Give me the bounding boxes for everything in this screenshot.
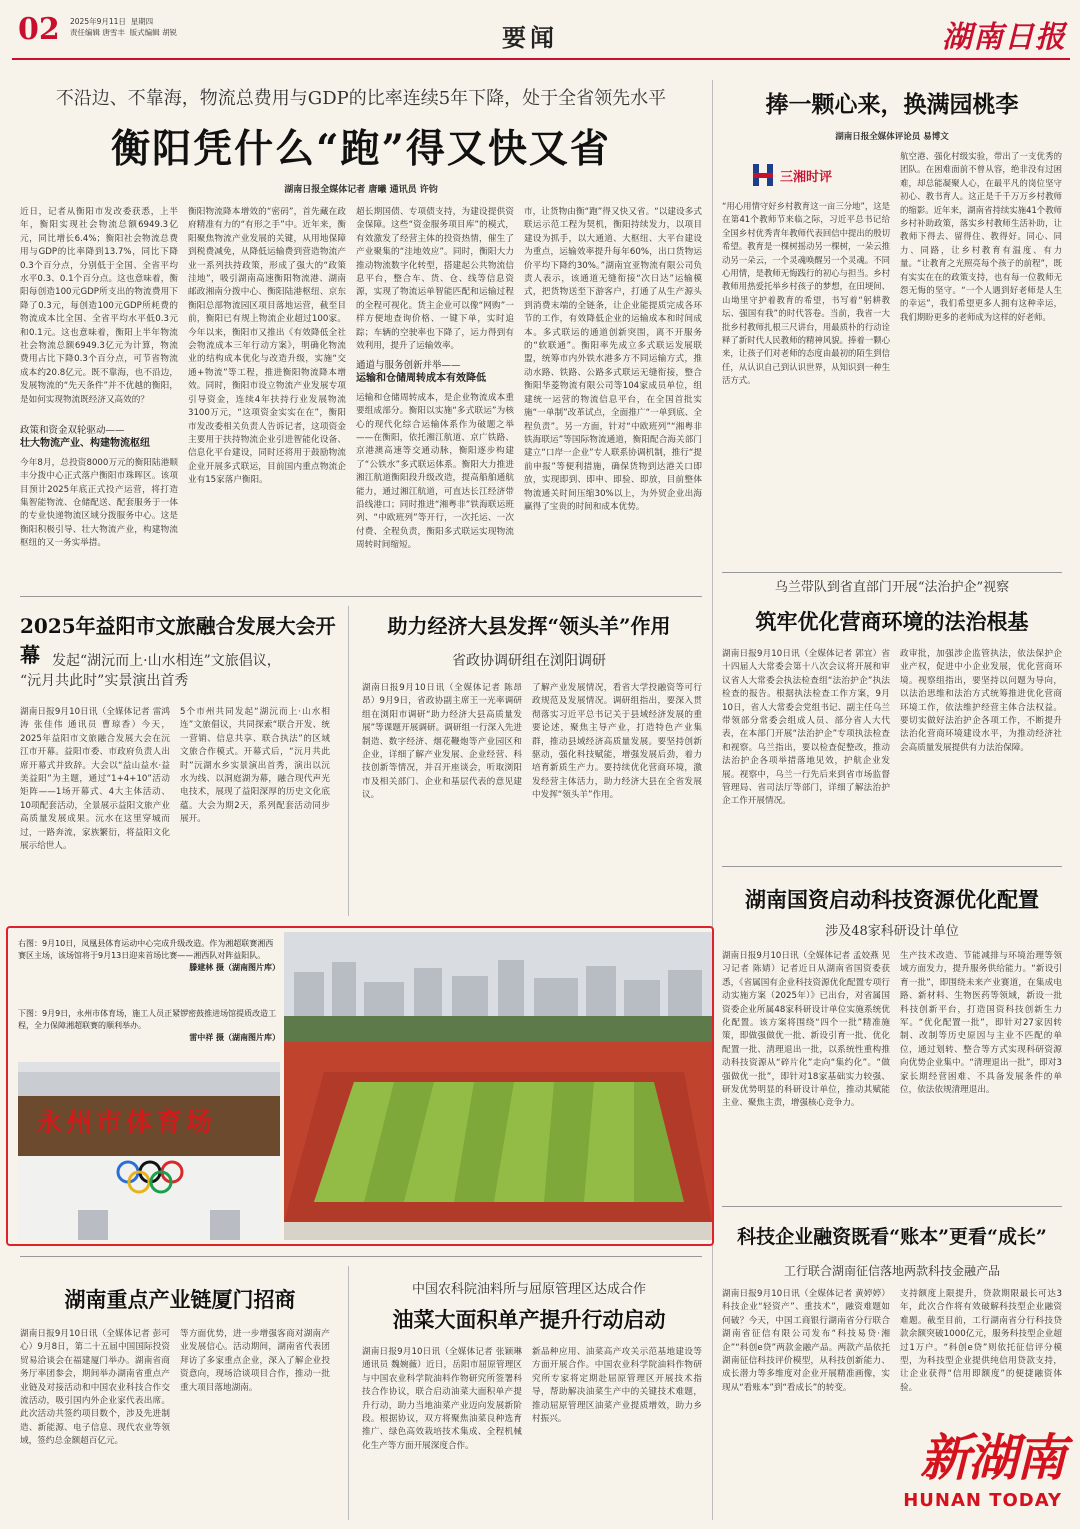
photo-credit-1: 滕建林 摄（湖南图片库）: [189, 963, 280, 972]
tourism-column-1: 湖南日报9月10日讯（全媒体记者 雷鸿涛 张佳伟 通讯员 曹琼香）今天，2025年益阳市文旅融合发展大会在沅江市开幕。益阳市委、市政府负责人出席开幕式并致辞。大会以“益山益水·益美益阳”为主题，通过“1+4+10”活动矩阵——1场开幕式、4大主体活动、10项配套活动，全景展示益阳文旅产业高质量发展成果。沅水在这里穿城而过，一路奔流，家族繁衍，将益阳文化展示给世人。: [20, 707, 170, 852]
lead-byline: 湖南日报全媒体记者 唐曦 通讯员 许钧: [284, 185, 438, 195]
xiamen-column-2: 等方面优势，进一步增强客商对湖南产业发展信心。活动期间，湖南省代表团拜访了多家重点企业，深入了解企业投资意向，现场洽谈项目合作，推动一批重大项目落地湖南。: [180, 1329, 330, 1393]
rapeseed-column-2: 新品种应用、油菜高产攻关示范基地建设等方面开展合作。中国农业科学院油料作物研究所专家将定期赴屈原管理区开展技术指导，帮助解决油菜生产中的关键技术难题，推动屈原管理区油菜产业提质增效，助力乡村振兴。: [532, 1347, 702, 1425]
lead-column-2: 衡阳物流降本增效的“密码”，首先藏在政府精准有力的“有形之手”中。近年来，衡阳聚焦物流产业发展的关键，从用地保障到税费减免，从降低运输费到营造物流产业一系列扶持政策，形成了强大的“政策洼地”，吸引湖南高速衡阳物流港、湖南邮政湘南分拨中心、衡阳陆港枢纽、京东衡阳总部物流园区项目落地运营，截至目前，衡阳已有规上物流企业超过100家。今年以来，衡阳市又推出《有效降低全社会物流成本三年行动方案》，明确化物流业的结构成本优化与改造升级，实施“交通+物流”等工程，推进衡阳物流降本增效。同时，衡阳市设立物流产业发展专项引导资金，连续4年扶持行业发展物流3100万元，“这项资金实实在在”，衡阳市发改委相关负责人告诉记者，这项资金主要用于扶持物流企业引进智能化设备、信息化平台建设，同时还将用于鼓励物流企业开展多式联运，目前国内重点物流企业有15家落户衡阳。: [188, 207, 346, 486]
fintech-column-2: 支持额度上限提升，贷款期限最长可达3年，此次合作将有效破解科技型企业融资难题。截至目前，工行湖南省分行科技贷款余额突破1000亿元，服务科技型企业超过1万户。“科创e贷”则依托征信评分模型，为科技型企业提供纯信用贷款支持，让企业获得“信用即额度”的便捷融资体验。: [900, 1289, 1062, 1393]
column-divider-right: [712, 80, 713, 1520]
issue-date: [70, 16, 200, 38]
sasac-column-1: 湖南日报9月10日讯（全媒体记者 孟姣燕 见习记者 陈婧）记者近日从湖南省国资委获悉，《省属国有企业科技资源优化配置专项行动实施方案（2025年）》已出台，对省属国资委企业所属48家科研设计单位实施系统优化配置。该方案将围绕“四个一批”精准施策，即做强做优一批、新设引育一批、优化配置一批、清理退出一批，以系统性重构推动科技资源从“碎片化”走向“集约化”。“做强做优一批”，即针对18家基础实力较强、研发优势明显的科研设计单位，推动其赋能主业、聚焦主责，增强核心竞争力。: [722, 951, 890, 1109]
lead-col3-subhead-2: 运输和仓储周转成本有效降低: [356, 373, 486, 385]
business-title: 筑牢优化营商环境的法治根基: [755, 609, 1029, 634]
lead-col1-subhead-1: 政策和资金双轮驱动——: [20, 425, 125, 436]
business-kicker: 乌兰带队到省直部门开展“法治护企”视察: [774, 580, 1010, 595]
tourism-title: 2025年益阳市文旅融合发展大会开幕: [20, 614, 336, 667]
date-text: 2025年9月11日: [70, 17, 126, 26]
lead-kicker: 不沿边、不靠海，物流总费用与GDP的比率连续5年下降，处于全省领先水平: [55, 88, 667, 109]
sasac-title: 湖南国资启动科技资源优化配置: [745, 887, 1039, 912]
lead-col1-text: 近日，记者从衡阳市发改委获悉，上半年，衡阳实现社会物流总额6949.3亿元，同比增长6.4%；衡阳社会物流总费用与GDP的比率降到13.7%，同比下降0.3个百分点，分别低于全国、全省平均水平0.3、0.1个百分点。这也意味着，衡阳每创造100元GDP所支出的物流费用下降了0.3元，每创造100元GDP所耗费的物流成本比全国、全省平均水平低0.3元和0.1元。这也意味着，衡阳上半年物流社会物流总额6949.3亿元为计算，物流费用占比下降0.3个百分点，可节省物流成本约20.8亿元。既不靠海，也不沿边，发展物流的“先天条件”并不优越的衡阳，是如何实现物流既经济又高效的？: [20, 207, 178, 405]
weekday-text: 星期四: [130, 17, 154, 26]
county-column-1: 湖南日报9月10日讯（全媒体记者 陈昂昂）9月9日，省政协副主席王一光率调研组在浏阳市调研“助力经济大县高质量发展”等课题开展调研。调研组一行深入先进制造、数字经济、烟花鞭炮等产业园区和企业，详细了解产业发展、企业经营、科技创新等情况，并召开座谈会，听取浏阳市及相关部门、企业和基层代表的意见建议。: [362, 683, 522, 801]
photo-block: [6, 926, 714, 1246]
business-column-2: 政审批，加强涉企监管执法，依法保护企业产权，促进中小企业发展，优化营商环境。视察组指出，要坚持以问题为导向，以法治思维和法治方式统筹推进优化营商环境工作，依法维护经营主体合法权益。要切实做好法治护企各项工作，不断提升法治化营商环境建设水平，为推动经济社会高质量发展提供有力法治保障。: [900, 649, 1062, 753]
lead-col3-subhead-1: 通道与服务创新并举——: [356, 360, 461, 371]
xiamen-title: 湖南重点产业链厦门招商: [64, 1287, 296, 1312]
section-title: 要闻: [502, 23, 558, 52]
lead-col3b-text: 运输和仓储周转成本，是企业物流成本重要组成部分。衡阳以实施“多式联运”为核心的现代化综合运输体系作为破题之举——在衡阳，依托湘江航道、京广铁路、京港澳高速等交通动脉，衡阳逐步构建了“公铁水”多式联运体系。衡阳大力推进湘江航道衡阳段升级改造，提高船舶通航能力，通过湘江航道，可直达长江经济带沿线港口；同时推进“湘粤非”铁海联运班列、“中欧班列”等开行，一次托运、一次付费、全程负责，衡阳多式联运实现物流周转时间缩短。: [356, 392, 514, 551]
bottom-divider: [348, 1266, 349, 1520]
lead-bottom-rule: [20, 596, 702, 597]
lead-headline: 衡阳凭什么“跑”得又快又省: [111, 126, 611, 172]
tourism-subtitle-2: “沅月共此时”实景演出首秀: [20, 673, 189, 689]
sanxiang-logo-icon: [752, 162, 774, 188]
lead-col1-subhead-2: 壮大物流产业、构建物流枢纽: [20, 438, 150, 450]
rapeseed-kicker: 中国农科院油料所与屈原管理区达成合作: [411, 1282, 646, 1297]
page-number: 02: [18, 12, 60, 47]
county-title: 助力经济大县发挥“领头羊”作用: [387, 614, 671, 638]
lead-col1b-text: 今年8月，总投资8000万元的衡阳陆港顺丰分拨中心正式落户衡阳市珠晖区。该项目预计2025年底正式投产运营，将打造集智能物流、仓储配送、配套服务于一体的专业快递物流区域分拨服务中心。这是衡阳积极引导、壮大物流产业，构建物流枢纽的又一务实举措。: [20, 457, 178, 549]
xinhunan-watermark: [900, 1418, 1070, 1526]
commentary-logo: [752, 160, 862, 190]
stadium-field-illustration: [284, 932, 712, 1240]
stadium-sign-text: 永州市体育场: [36, 1108, 217, 1138]
lead-col3-text: 超长期国债、专项债支持，为建设提供资金保障。这些“资金服务项目库”的模式，有效激发了经营主体的投资热情，催生了产业聚集的“洼地效应”。同时，衡阳大力推动物流数字化转型，搭建起公共物流信息平台，整合车、货、仓、线等信息资源，实现了物流运单智能匹配和运输过程的全程可视化。货主企业可以像“网购”一样方便地查询价格、一键下单，实时追踪；车辆的空驶率也下降了，运力得到有效利用，提升了运输效率。: [356, 207, 514, 351]
fintech-title: 科技企业融资既看“账本”更看“成长”: [737, 1226, 1047, 1248]
facade-illustration: [18, 1062, 280, 1240]
lead-column-1: [20, 206, 178, 586]
commentary-byline: 湖南日报全媒体评论员 易博文: [835, 132, 949, 142]
fintech-top-rule: [722, 1206, 1062, 1207]
tourism-column-2: 5个市州共同发起“湖沅而上·山水相连”文旅倡议，共同探索“联合开发、统一营销、信息共享、联合执法”的区域文旅合作模式。开幕式后，“沅月共此时”沅湖水乡实景演出首秀，演出以沅水为线、以洞庭湖为幕，融合现代声光电技术，展现了益阳深厚的历史文化底蕴。大会为期2天，系列配套活动同步展开。: [180, 707, 330, 825]
editor-label: 责任编辑: [70, 28, 100, 37]
commentary-column-1: “用心用情守好乡村教育这一亩三分地”，这是在第41个教师节来临之际，习近平总书记给全国乡村优秀青年教师代表回信中提出的殷切希望。教育是一棵树摇动另一棵树，一朵云推动另一朵云，一个灵魂唤醒另一个灵魂。不同心用情，是教师无悔践行的初心与担当。乡村教师用热爱托举乡村孩子的梦想，在田埂间、山坳里守护着教育的希望，书写着“躬耕教坛、强国有我”的时代答卷。当前，我省一大批乡村教师扎根三尺讲台，用最质朴的行动诠释了新时代人民教师的精神风貌。捧着一颗心来，让孩子们对老师的态度由最初的陌生到信任，从认识自己到认识世界，从知识到一种生活方式。: [722, 201, 890, 386]
watermark-brand-cn: 新湖南: [920, 1428, 1064, 1487]
business-top-rule: [722, 572, 1062, 573]
photo-caption-2: [18, 1008, 280, 1044]
fintech-subtitle: 工行联合湖南征信落地两款科技金融产品: [783, 1264, 1000, 1278]
sasac-subtitle: 涉及48家科研设计单位: [825, 924, 959, 939]
business-column-1: 湖南日报9月10日讯（全媒体记者 郭宜）省十四届人大常委会第十八次会议将开展和审议省人大常委会执法检查组“法治护企”执法检查的报告。根据执法检查工作方案，9月10日，省人大常委会党组书记、副主任乌兰带领部分常委会组成人员、部分省人大代表，在本部门开展“法治护企”专项执法检查和视察。乌兰指出，要以检查促整改，推动法治护企各项举措落地见效，护航企业发展。视察中，乌兰一行先后来到省市场监督管理局、省司法厅等部门，详细了解法治护企工作开展情况。: [722, 649, 890, 807]
commentary-column-2: 航空港、强化村级实验，带出了一支优秀的团队。在困难面前不曾从容，绝非没有过困难，却总能凝聚人心，在最平凡的岗位坚守初心、教书育人。这正是千千万万乡村教师的缩影。近年来，湖南省持续实施41个教师乡村补助政策，落实乡村教师生活补助，让教师下得去、留得住、教得好。同心、同力、同路，让乡村教育有温度、有力量。“让教育之光照亮每个孩子的前程”，既有实实在在的政策支持，也有每一位教师无怨无悔的坚守。“一个人遇到好老师是人生的幸运”，我们希望更多人拥有这种幸运，我们期盼更多的老师成为这样的好老师。: [900, 151, 1062, 322]
photo-credit-2: 雷中祥 摄（湖南图片库）: [189, 1033, 280, 1042]
rapeseed-title: 油菜大面积单产提升行动启动: [392, 1307, 666, 1332]
lead-column-4: 市，让货物由衡“跑”得又快又省。“以建设多式联运示范工程为契机，衡阳持续发力，以项目建设为抓手，以大通道、大枢纽、大平台建设为重点，运输效率提升每年60%，出口货物运价平均下降约30%。”湖南宜亚物流有限公司负责人表示，该通道无缝衔接“次日达”运输模式，把货物送至下游客户，打通了从生产源头到消费末端的全链条，让企业能提质完成各环节的工作，有效降低企业的运输成本和时间成本。多式联运的通道创新突围，离不开服务的“软联通”。衡阳率先成立多式联运发展联盟，统筹市内外铁水港多方不同运输方式，推动水路、铁路、公路多式联运无缝衔接，整合衡阳华菱物流有限公司等104家成员单位，组建统一运营的物流信息平台，在全国首批实施“一单制”改革试点，全面推广“一单到底、全程负责”。另一方面，针对“中欧班列”“湘粤非铁海联运”等国际物流通道，衡阳配合海关部门建立“口岸一企业”专人联系协调机制，推行“提前申报”等便利措施，确保货物到达港关口即放，实现即到、即申、即验、即放，目前整体物流通关时间压缩30%以上，为外贸企业出海赢得了宝贵的时间和成本优势。: [524, 207, 702, 512]
editor-name: 唐雪丰: [102, 28, 125, 37]
layout-editor-label: 版式编辑: [129, 28, 160, 37]
commentary-title: 捧一颗心来，换满园桃李: [765, 91, 1019, 118]
rapeseed-column-1: 湖南日报9月10日讯（全媒体记者 张颖琳 通讯员 魏婉薇）近日，岳阳市屈原管理区与中国农业科学院油料作物研究所签署科技合作协议，联合启动油菜大面积单产提升行动，助力当地油菜产业迈向发展新阶段。根据协议，双方将聚焦油菜良种选育推广、绿色高效栽培技术集成、全程机械化生产等方面开展深度合作。: [362, 1347, 522, 1451]
masthead: [12, 8, 1070, 58]
commentary-logo-text: 三湘时评: [780, 170, 833, 185]
photo-stadium-field: [284, 932, 712, 1240]
xiamen-column-1: 湖南日报9月10日讯（全媒体记者 彭可心）9月8日，第二十五届中国国际投资贸易洽谈会在福建厦门举办。湖南省商务厅率团参会，期间举办湖南省重点产业链及对接活动和中国农业科技合作交流活动，吸引国内外企业家代表出席。此次活动共签约项目数个，涉及先进制造、新能源、电子信息、现代农业等领域，签约总金额超百亿元。: [20, 1329, 170, 1447]
newspaper-logo: 湖南日报: [942, 20, 1066, 55]
sasac-column-2: 生产技术改造、节能减排与环境治理等领域方面发力，提升服务供给能力。“新设引育一批”，即围绕未来产业赛道，在集成电路、新材料、生物医药等领域，新设一批科技创新平台，打造国资科技创新生力军。“优化配置一批”，即针对27家因转制、改制等历史原因与主业不匹配的单位，通过划转、整合等方式实现科研资源向优势企业集中。“清理退出一批”，即对3家长期经营困难、不具备发展条件的单位，依法依规清理退出。: [900, 951, 1062, 1096]
county-subtitle: 省政协调研组在浏阳调研: [452, 653, 606, 669]
photo-caption-1: [18, 938, 280, 974]
county-column-2: 了解产业发展情况，看省大学投融资等可行政规范及发展情况。调研组指出，要深入贯彻落实习近平总书记关于县域经济发展的重要论述，聚焦主导产业，打造特色产业集群，推动县域经济高质量发展。要坚持创新驱动，强化科技赋能，增强发展后劲，着力培育新质生产力。要持续优化营商环境，激发经营主体活力，助力经济大县在全省发展中发挥“领头羊”作用。: [532, 683, 702, 801]
photo-stadium-facade: [18, 1062, 280, 1240]
lead-column-3: [356, 206, 514, 586]
fintech-column-1: 湖南日报9月10日讯（全媒体记者 黄婷婷）科技企业“轻资产”、重技术”，融资难题如何破？今天，中国工商银行湖南省分行联合湖南省征信有限公司发布“科技易贷·湘企”“科创e贷”两款金融产品。两款产品依托湖南征信科技评价模型，从科技创新能力、成长潜力等多维度对企业开展精准画像，实现从“看账本”到“看成长”的转变。: [722, 1289, 890, 1393]
masthead-rule: [12, 58, 1070, 60]
tourism-subtitle-1: 发起“湖沅而上·山水相连”文旅倡议，: [52, 653, 281, 669]
photo-caption-2-text: 下图：9月9日，永州市体育场，施工人员正紧锣密鼓推进场馆提质改造工程，全力保障湘超联赛的顺利举办。: [18, 1009, 277, 1030]
bottom-section-rule: [20, 1256, 702, 1257]
photo-caption-1-text: 右图：9月10日，凤凰县体育运动中心完成升级改造。作为湘超联赛湘西赛区主场，该场馆将于9月13日迎来首场比赛——湘西队对阵益阳队。: [18, 939, 274, 960]
tourism-divider: [348, 606, 349, 916]
sasac-top-rule: [722, 866, 1062, 867]
watermark-brand-en: HUNAN TODAY: [903, 1490, 1062, 1511]
layout-editor-name: 胡锐: [162, 28, 178, 37]
